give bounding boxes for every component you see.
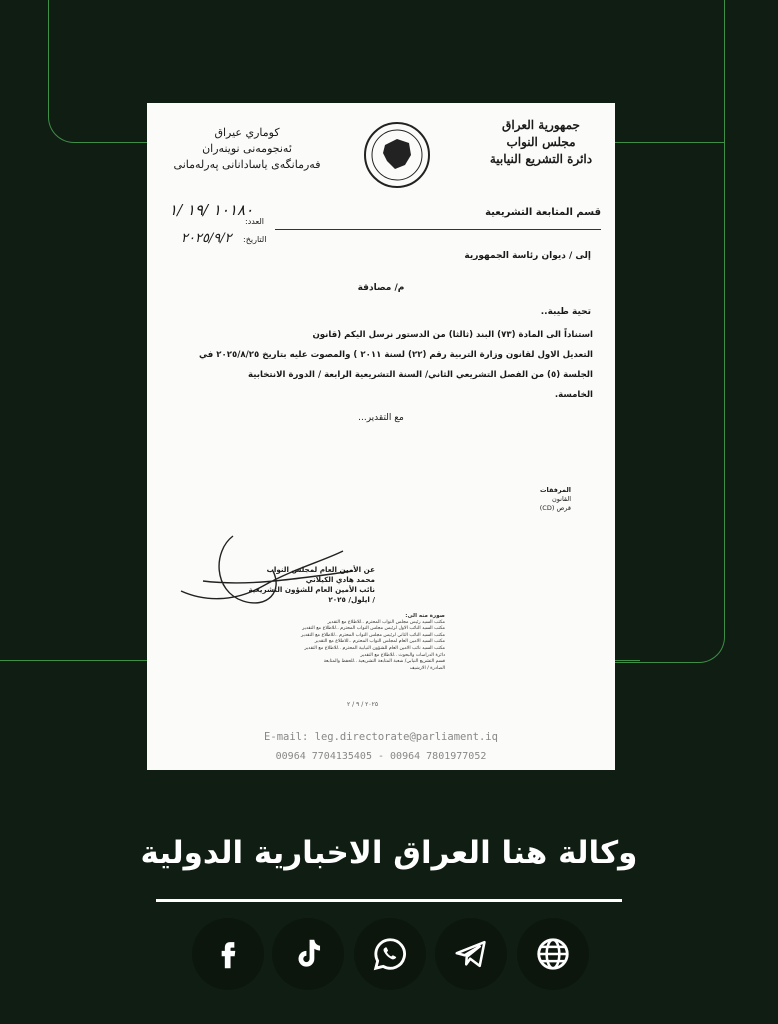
subject-line: م/ مصادقة bbox=[357, 283, 405, 293]
official-letter bbox=[147, 103, 615, 770]
tiktok-button[interactable] bbox=[272, 918, 344, 990]
website-button[interactable] bbox=[517, 918, 589, 990]
letter-date: ٢٠٢٥/٩/٢ bbox=[181, 231, 232, 246]
greeting: تحية طيبة.. bbox=[540, 307, 591, 317]
footer-phones: 00964 7704135405 - 00964 7801977052 bbox=[275, 751, 487, 762]
decorative-frame-right bbox=[596, 0, 725, 663]
letterhead-kurdish bbox=[167, 125, 327, 173]
signatory-line: عن الأمين العام لمجلس النواب bbox=[266, 565, 375, 574]
letterhead-line: جمهورية العراق bbox=[502, 118, 580, 132]
closing-regards: مع التقدير... bbox=[358, 413, 404, 423]
letterhead-line: مجلس النواب bbox=[506, 135, 576, 149]
copies-title: صورة منه الى: bbox=[405, 613, 445, 619]
facebook-button[interactable] bbox=[192, 918, 264, 990]
copy-item: مكتب السيد النائب الثاني لرئيس مجلس النواب المحترم ..للاطلاع مع التقدير bbox=[301, 632, 445, 638]
recipient: إلى / ديوان رئاسة الجمهورية bbox=[464, 251, 591, 261]
date-label: التاريخ: bbox=[243, 235, 267, 244]
social-links bbox=[0, 918, 778, 994]
attachments-list bbox=[540, 486, 571, 513]
whatsapp-button[interactable] bbox=[354, 918, 426, 990]
signatory-line: نائب الأمين العام للشؤون التشريعية bbox=[248, 585, 375, 594]
copy-item: مكتب السيد الامين العام لمجلس النواب المحترم ..للاطلاع مع التقدير bbox=[314, 639, 445, 645]
facebook-icon bbox=[209, 935, 247, 973]
reference-label: العدد: bbox=[245, 217, 264, 226]
globe-icon bbox=[534, 935, 572, 973]
body-line: الجلسة (٥) من الفصل التشريعي الثاني/ السنة التشريعية الرابعة / الدورة الانتخابية bbox=[248, 370, 593, 380]
tiktok-icon bbox=[289, 935, 327, 973]
body-line: التعديل الاول لقانون وزارة التربية رقم (٢٢) لسنة ٢٠١١ ) والمصوت عليه بتاريخ ٢٠٢٥/٨/٢٥ في bbox=[198, 350, 593, 360]
signatory-block bbox=[215, 565, 375, 605]
attachment-item: قرص (CD) bbox=[539, 504, 571, 512]
signatory-line: محمد هادي الكيلاني bbox=[305, 575, 375, 584]
header-divider bbox=[275, 229, 601, 230]
signatory-line: / ايلول/ ٢٠٢٥ bbox=[328, 595, 375, 604]
letterhead-line: ئەنجومەنی نوینەران bbox=[202, 142, 292, 155]
reference-number: ١٠١٨٠ /١٩ /١ bbox=[169, 201, 254, 219]
telegram-icon bbox=[452, 935, 490, 973]
letterhead-line: كوماري عيراق bbox=[214, 126, 280, 139]
copy-item: مكتب السيد النائب الاول لرئيس مجلس النواب المحترم ..للاطلاع مع التقدير bbox=[302, 626, 445, 632]
footer-email: E-mail: leg.directorate@parliament.iq bbox=[264, 731, 498, 743]
body-line: الخامسة. bbox=[554, 390, 593, 400]
letterhead-line: دائرة التشريع النيابية bbox=[489, 152, 593, 166]
whatsapp-icon bbox=[371, 935, 409, 973]
copies-list bbox=[265, 613, 445, 672]
stamp-date: ٢٠٢٥ / ٩ / ٢ bbox=[347, 701, 379, 708]
agency-underline bbox=[156, 899, 622, 902]
copy-item: الصادرة / الارشيف bbox=[409, 665, 445, 671]
parliament-seal-icon bbox=[363, 121, 431, 189]
letterhead-line: فەرمانگەی یاسادانانی پەرلەمانی bbox=[173, 158, 321, 171]
body-line: استناداً الى المادة (٧٣) البند (ثالثا) من الدستور نرسل اليكم (قانون bbox=[312, 330, 593, 340]
telegram-button[interactable] bbox=[435, 918, 507, 990]
letterhead-arabic bbox=[481, 117, 601, 168]
attachment-item: القانون bbox=[552, 495, 571, 503]
attachment-item: المرفقات bbox=[540, 486, 571, 494]
copy-item: قسم التشريع النيابي/ شعبة المتابعة التشريعية ..للحفظ والمتابعة bbox=[323, 659, 445, 665]
copy-item: مكتب السيد رئيس مجلس النواب المحترم ..للاطلاع مع التقدير bbox=[327, 619, 445, 625]
letter-body bbox=[169, 325, 593, 405]
department-name: قسم المتابعة التشريعية bbox=[485, 207, 601, 218]
copy-item: دائرة الدراسات والبحوث ..للاطلاع مع التقدير bbox=[360, 652, 445, 658]
agency-name: وكالة هنا العراق الاخبارية الدولية bbox=[140, 835, 638, 871]
copy-item: مكتب السيد نائب الامين العام للشؤون النيابية المحترم ..للاطلاع مع التقدير bbox=[304, 645, 445, 651]
